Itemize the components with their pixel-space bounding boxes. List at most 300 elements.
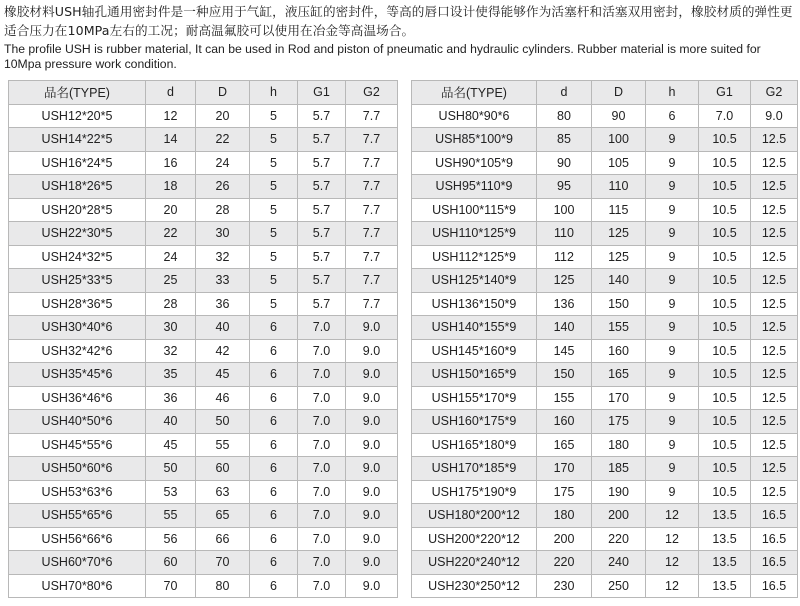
cell-h: 6 (250, 410, 298, 434)
cell-type: USH100*115*9 (412, 198, 537, 222)
cell-h: 9 (646, 151, 699, 175)
cell-type: USH14*22*5 (9, 128, 146, 152)
cell-type: USH36*46*6 (9, 386, 146, 410)
table-row (9, 433, 398, 457)
table-row (412, 574, 798, 598)
cell-g1: 13.5 (699, 527, 751, 551)
cell-g1: 10.5 (699, 410, 751, 434)
table-row (9, 480, 398, 504)
cell-g1: 10.5 (699, 363, 751, 387)
cell-h: 12 (646, 527, 699, 551)
table-row (9, 574, 398, 598)
table-row (9, 292, 398, 316)
cell-g2: 16.5 (751, 504, 798, 528)
header-g2: G2 (346, 81, 398, 105)
cell-h: 5 (250, 245, 298, 269)
cell-D: 40 (196, 316, 250, 340)
cell-D: 30 (196, 222, 250, 246)
cell-g2: 7.7 (346, 222, 398, 246)
cell-g1: 5.7 (298, 292, 346, 316)
cell-d: 85 (537, 128, 592, 152)
cell-D: 155 (592, 316, 646, 340)
cell-h: 6 (250, 574, 298, 598)
cell-g2: 12.5 (751, 339, 798, 363)
table-row (9, 128, 398, 152)
cell-g2: 12.5 (751, 175, 798, 199)
cell-g2: 9.0 (346, 527, 398, 551)
cell-type: USH25*33*5 (9, 269, 146, 293)
cell-h: 12 (646, 551, 699, 575)
cell-g2: 12.5 (751, 410, 798, 434)
cell-g1: 7.0 (298, 457, 346, 481)
cell-g1: 7.0 (298, 480, 346, 504)
cell-g1: 5.7 (298, 175, 346, 199)
cell-d: 145 (537, 339, 592, 363)
cell-d: 30 (146, 316, 196, 340)
intro-chinese: 橡胶材料USH轴孔通用密封件是一种应用于气缸，液压缸的密封件，等高的唇口设计使得能够作为活塞杆和活塞双用密封，橡胶材质的弹性更适合压力在10MPa左右的工况；耐高温氟胶可以使用在冶金等高温场合。 (4, 4, 793, 38)
cell-d: 155 (537, 386, 592, 410)
cell-g1: 7.0 (298, 433, 346, 457)
table-row (412, 480, 798, 504)
cell-type: USH175*190*9 (412, 480, 537, 504)
cell-D: 200 (592, 504, 646, 528)
cell-D: 32 (196, 245, 250, 269)
cell-D: 140 (592, 269, 646, 293)
cell-type: USH140*155*9 (412, 316, 537, 340)
cell-type: USH180*200*12 (412, 504, 537, 528)
cell-D: 45 (196, 363, 250, 387)
cell-D: 110 (592, 175, 646, 199)
cell-h: 6 (250, 363, 298, 387)
table-row (9, 457, 398, 481)
cell-d: 170 (537, 457, 592, 481)
cell-type: USH70*80*6 (9, 574, 146, 598)
cell-D: 70 (196, 551, 250, 575)
cell-h: 9 (646, 222, 699, 246)
cell-g1: 10.5 (699, 292, 751, 316)
cell-h: 9 (646, 386, 699, 410)
cell-D: 65 (196, 504, 250, 528)
header-g1: G1 (699, 81, 751, 105)
cell-d: 18 (146, 175, 196, 199)
cell-h: 9 (646, 480, 699, 504)
cell-g1: 7.0 (298, 339, 346, 363)
cell-D: 170 (592, 386, 646, 410)
cell-h: 6 (250, 386, 298, 410)
cell-h: 9 (646, 175, 699, 199)
cell-type: USH53*63*6 (9, 480, 146, 504)
cell-h: 5 (250, 175, 298, 199)
cell-g1: 10.5 (699, 128, 751, 152)
cell-d: 100 (537, 198, 592, 222)
cell-D: 190 (592, 480, 646, 504)
intro-english: The profile USH is rubber material, It can be used in Rod and piston of pneumatic and hydraulic cylinders. Rubber material is more suited for 10Mpa pressure work condition. (4, 42, 761, 71)
table-row (9, 222, 398, 246)
cell-h: 9 (646, 316, 699, 340)
cell-g1: 13.5 (699, 574, 751, 598)
cell-d: 220 (537, 551, 592, 575)
cell-g1: 5.7 (298, 128, 346, 152)
cell-D: 26 (196, 175, 250, 199)
cell-g2: 16.5 (751, 527, 798, 551)
cell-type: USH80*90*6 (412, 104, 537, 128)
cell-type: USH18*26*5 (9, 175, 146, 199)
cell-g1: 7.0 (298, 363, 346, 387)
table-row (412, 269, 798, 293)
cell-g2: 7.7 (346, 198, 398, 222)
cell-D: 66 (196, 527, 250, 551)
header-type: 品名(TYPE) (412, 81, 537, 105)
header-D: D (592, 81, 646, 105)
cell-g2: 9.0 (346, 480, 398, 504)
cell-d: 136 (537, 292, 592, 316)
table-row (412, 551, 798, 575)
cell-h: 9 (646, 433, 699, 457)
cell-d: 55 (146, 504, 196, 528)
cell-g1: 10.5 (699, 198, 751, 222)
cell-g2: 7.7 (346, 128, 398, 152)
cell-D: 20 (196, 104, 250, 128)
cell-d: 70 (146, 574, 196, 598)
cell-g1: 7.0 (298, 410, 346, 434)
cell-d: 140 (537, 316, 592, 340)
cell-type: USH22*30*5 (9, 222, 146, 246)
cell-type: USH30*40*6 (9, 316, 146, 340)
cell-g2: 7.7 (346, 245, 398, 269)
cell-g1: 13.5 (699, 551, 751, 575)
cell-g1: 5.7 (298, 104, 346, 128)
cell-g1: 10.5 (699, 386, 751, 410)
table-row (9, 104, 398, 128)
cell-d: 53 (146, 480, 196, 504)
table-row (412, 316, 798, 340)
cell-type: USH110*125*9 (412, 222, 537, 246)
cell-g1: 5.7 (298, 222, 346, 246)
cell-d: 45 (146, 433, 196, 457)
cell-type: USH32*42*6 (9, 339, 146, 363)
cell-d: 25 (146, 269, 196, 293)
cell-h: 6 (250, 316, 298, 340)
cell-D: 55 (196, 433, 250, 457)
cell-g2: 12.5 (751, 222, 798, 246)
cell-g2: 7.7 (346, 292, 398, 316)
cell-g2: 12.5 (751, 292, 798, 316)
cell-d: 230 (537, 574, 592, 598)
cell-g2: 16.5 (751, 551, 798, 575)
cell-g2: 12.5 (751, 151, 798, 175)
table-row (9, 175, 398, 199)
cell-d: 80 (537, 104, 592, 128)
cell-type: USH125*140*9 (412, 269, 537, 293)
cell-g1: 10.5 (699, 222, 751, 246)
intro-text (4, 2, 796, 71)
table-row (412, 128, 798, 152)
table-row (9, 316, 398, 340)
cell-g2: 9.0 (346, 386, 398, 410)
header-D: D (196, 81, 250, 105)
cell-d: 110 (537, 222, 592, 246)
table-row (412, 175, 798, 199)
cell-h: 12 (646, 504, 699, 528)
cell-g2: 12.5 (751, 269, 798, 293)
cell-g2: 9.0 (346, 433, 398, 457)
cell-d: 28 (146, 292, 196, 316)
cell-D: 80 (196, 574, 250, 598)
cell-d: 175 (537, 480, 592, 504)
cell-d: 56 (146, 527, 196, 551)
cell-d: 24 (146, 245, 196, 269)
cell-g1: 10.5 (699, 457, 751, 481)
cell-g2: 12.5 (751, 386, 798, 410)
cell-h: 5 (250, 104, 298, 128)
cell-g1: 5.7 (298, 151, 346, 175)
cell-type: USH56*66*6 (9, 527, 146, 551)
cell-g2: 16.5 (751, 574, 798, 598)
cell-D: 42 (196, 339, 250, 363)
cell-g2: 9.0 (346, 363, 398, 387)
table-row (412, 292, 798, 316)
cell-D: 63 (196, 480, 250, 504)
table-row (9, 269, 398, 293)
table-row (412, 245, 798, 269)
table-row (412, 198, 798, 222)
cell-D: 250 (592, 574, 646, 598)
cell-type: USH160*175*9 (412, 410, 537, 434)
cell-D: 240 (592, 551, 646, 575)
cell-h: 6 (646, 104, 699, 128)
cell-h: 6 (250, 527, 298, 551)
cell-h: 9 (646, 339, 699, 363)
cell-g1: 5.7 (298, 269, 346, 293)
cell-type: USH85*100*9 (412, 128, 537, 152)
table-row (412, 104, 798, 128)
cell-g1: 10.5 (699, 480, 751, 504)
cell-h: 9 (646, 245, 699, 269)
cell-g1: 10.5 (699, 269, 751, 293)
table-row (9, 245, 398, 269)
header-d: d (537, 81, 592, 105)
cell-D: 22 (196, 128, 250, 152)
cell-g2: 12.5 (751, 198, 798, 222)
cell-g1: 7.0 (298, 386, 346, 410)
cell-d: 90 (537, 151, 592, 175)
cell-g2: 9.0 (346, 457, 398, 481)
cell-D: 105 (592, 151, 646, 175)
table-row (9, 410, 398, 434)
cell-h: 6 (250, 457, 298, 481)
table-row (9, 504, 398, 528)
cell-g1: 5.7 (298, 198, 346, 222)
cell-type: USH40*50*6 (9, 410, 146, 434)
cell-g2: 9.0 (346, 504, 398, 528)
cell-h: 5 (250, 128, 298, 152)
cell-h: 9 (646, 410, 699, 434)
cell-g2: 12.5 (751, 128, 798, 152)
cell-g2: 12.5 (751, 457, 798, 481)
cell-h: 9 (646, 292, 699, 316)
cell-D: 46 (196, 386, 250, 410)
cell-g2: 12.5 (751, 363, 798, 387)
cell-h: 9 (646, 128, 699, 152)
cell-g2: 12.5 (751, 480, 798, 504)
table-row (9, 198, 398, 222)
cell-D: 220 (592, 527, 646, 551)
header-h: h (250, 81, 298, 105)
cell-d: 50 (146, 457, 196, 481)
cell-D: 175 (592, 410, 646, 434)
cell-type: USH50*60*6 (9, 457, 146, 481)
cell-d: 20 (146, 198, 196, 222)
cell-D: 165 (592, 363, 646, 387)
cell-g2: 9.0 (346, 410, 398, 434)
cell-h: 6 (250, 551, 298, 575)
cell-g2: 9.0 (346, 316, 398, 340)
cell-h: 5 (250, 292, 298, 316)
cell-h: 5 (250, 151, 298, 175)
cell-d: 95 (537, 175, 592, 199)
cell-type: USH20*28*5 (9, 198, 146, 222)
cell-D: 115 (592, 198, 646, 222)
cell-D: 185 (592, 457, 646, 481)
cell-h: 5 (250, 269, 298, 293)
cell-type: USH95*110*9 (412, 175, 537, 199)
table-row (9, 527, 398, 551)
cell-type: USH90*105*9 (412, 151, 537, 175)
cell-h: 6 (250, 480, 298, 504)
cell-h: 9 (646, 457, 699, 481)
cell-type: USH220*240*12 (412, 551, 537, 575)
table-header-row (412, 81, 798, 105)
cell-g1: 7.0 (699, 104, 751, 128)
cell-h: 6 (250, 504, 298, 528)
cell-type: USH55*65*6 (9, 504, 146, 528)
cell-d: 200 (537, 527, 592, 551)
cell-h: 6 (250, 339, 298, 363)
table-row (9, 551, 398, 575)
cell-D: 33 (196, 269, 250, 293)
cell-type: USH45*55*6 (9, 433, 146, 457)
cell-d: 14 (146, 128, 196, 152)
table-row (9, 386, 398, 410)
cell-d: 36 (146, 386, 196, 410)
table-row (412, 527, 798, 551)
header-h: h (646, 81, 699, 105)
cell-g2: 7.7 (346, 104, 398, 128)
cell-h: 9 (646, 269, 699, 293)
cell-g1: 7.0 (298, 574, 346, 598)
table-row (412, 504, 798, 528)
cell-type: USH200*220*12 (412, 527, 537, 551)
cell-d: 32 (146, 339, 196, 363)
cell-type: USH155*170*9 (412, 386, 537, 410)
cell-g2: 9.0 (751, 104, 798, 128)
cell-g1: 7.0 (298, 527, 346, 551)
cell-type: USH170*185*9 (412, 457, 537, 481)
cell-g2: 9.0 (346, 339, 398, 363)
cell-type: USH28*36*5 (9, 292, 146, 316)
cell-type: USH136*150*9 (412, 292, 537, 316)
cell-d: 125 (537, 269, 592, 293)
table-row (412, 433, 798, 457)
table-header-row (9, 81, 398, 105)
cell-D: 100 (592, 128, 646, 152)
cell-g2: 7.7 (346, 151, 398, 175)
cell-type: USH12*20*5 (9, 104, 146, 128)
cell-d: 22 (146, 222, 196, 246)
cell-D: 60 (196, 457, 250, 481)
cell-h: 5 (250, 198, 298, 222)
cell-type: USH35*45*6 (9, 363, 146, 387)
table-row (9, 151, 398, 175)
cell-D: 36 (196, 292, 250, 316)
cell-h: 12 (646, 574, 699, 598)
cell-h: 5 (250, 222, 298, 246)
header-type: 品名(TYPE) (9, 81, 146, 105)
cell-h: 9 (646, 363, 699, 387)
table-row (412, 457, 798, 481)
cell-type: USH24*32*5 (9, 245, 146, 269)
cell-d: 112 (537, 245, 592, 269)
cell-D: 150 (592, 292, 646, 316)
table-row (412, 363, 798, 387)
cell-g2: 12.5 (751, 316, 798, 340)
table-row (9, 339, 398, 363)
cell-g1: 10.5 (699, 245, 751, 269)
cell-type: USH145*160*9 (412, 339, 537, 363)
cell-type: USH150*165*9 (412, 363, 537, 387)
cell-d: 35 (146, 363, 196, 387)
cell-g1: 7.0 (298, 551, 346, 575)
cell-g1: 10.5 (699, 316, 751, 340)
cell-D: 24 (196, 151, 250, 175)
cell-h: 6 (250, 433, 298, 457)
cell-type: USH112*125*9 (412, 245, 537, 269)
table-row (412, 151, 798, 175)
cell-g1: 10.5 (699, 433, 751, 457)
cell-g2: 9.0 (346, 574, 398, 598)
cell-D: 28 (196, 198, 250, 222)
table-row (412, 386, 798, 410)
cell-g2: 7.7 (346, 175, 398, 199)
cell-g1: 7.0 (298, 504, 346, 528)
cell-d: 150 (537, 363, 592, 387)
cell-d: 40 (146, 410, 196, 434)
cell-D: 160 (592, 339, 646, 363)
header-g1: G1 (298, 81, 346, 105)
cell-g2: 9.0 (346, 551, 398, 575)
cell-g1: 5.7 (298, 245, 346, 269)
spec-table-left (8, 80, 398, 598)
cell-g2: 12.5 (751, 245, 798, 269)
cell-d: 165 (537, 433, 592, 457)
cell-g1: 10.5 (699, 151, 751, 175)
table-row (412, 339, 798, 363)
cell-type: USH16*24*5 (9, 151, 146, 175)
cell-d: 12 (146, 104, 196, 128)
table-row (412, 222, 798, 246)
cell-g1: 7.0 (298, 316, 346, 340)
cell-g1: 10.5 (699, 339, 751, 363)
cell-type: USH230*250*12 (412, 574, 537, 598)
cell-d: 60 (146, 551, 196, 575)
cell-d: 180 (537, 504, 592, 528)
cell-d: 160 (537, 410, 592, 434)
table-row (9, 363, 398, 387)
cell-D: 180 (592, 433, 646, 457)
header-d: d (146, 81, 196, 105)
table-row (412, 410, 798, 434)
cell-D: 90 (592, 104, 646, 128)
